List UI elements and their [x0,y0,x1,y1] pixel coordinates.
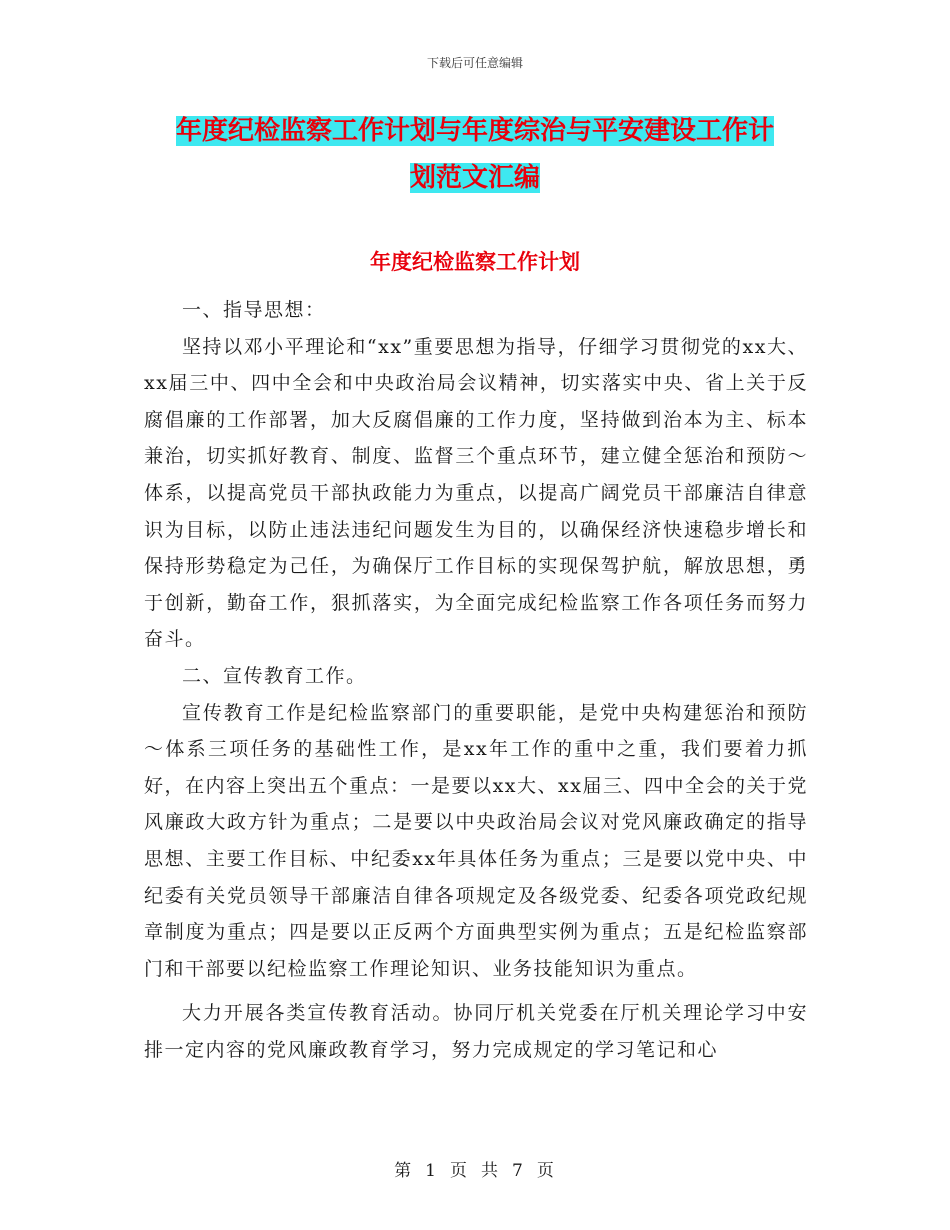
document-title-line-1: 年度纪检监察工作计划与年度综治与平安建设工作计 [175,116,774,146]
page-label-mid1: 页 [450,1161,469,1181]
document-title [142,108,808,202]
page-label-mid2: 共 [481,1161,500,1181]
page-current: 1 [425,1161,438,1181]
document-body [144,292,808,1068]
section-title: 年度纪检监察工作计划 [370,249,580,274]
paragraph: 坚持以邓小平理论和“xx”重要思想为指导，仔细学习贯彻党的xx大、xx届三中、四中全会和中央政治局会议精神，切实落实中央、省上关于反腐倡廉的工作部署，加大反腐倡廉的工作力度，坚持做到治本为主、标本兼治，切实抓好教育、制度、监督三个重点环节，建立健全惩治和预防～体系，以提高党员干部执政能力为重点，以提高广阔党员干部廉洁自律意识为目标，以防止违法违纪问题发生为目的，以确保经济快速稳步增长和保持形势稳定为己任，为确保厅工作目标的实现保驾护航，解放思想，勇于创新，勤奋工作，狠抓落实，为全面完成纪检监察工作各项任务而努力奋斗。 [144,335,808,651]
paragraph: 大力开展各类宣传教育活动。协同厅机关党委在厅机关理论学习中安排一定内容的党风廉政教育学习，努力完成规定的学习笔记和心 [144,1002,808,1061]
page-label-prefix: 第 [394,1161,414,1181]
paragraph: 宣传教育工作是纪检监察部门的重要职能，是党中央构建惩治和预防～体系三项任务的基础性工作，是xx年工作的重中之重，我们要着力抓好，在内容上突出五个重点：一是要以xx大、xx届三、四中全会的关于党风廉政大政方针为重点；二是要以中央政治局会议对党风廉政确定的指导思想、主要工作目标、中纪委xx年具体任务为重点；三是要以党中央、中纪委有关党员领导干部廉洁自律各项规定及各级党委、纪委各项党政纪规章制度为重点；四是要以正反两个方面典型实例为重点；五是纪检监察部门和干部要以纪检监察工作理论知识、业务技能知识为重点。 [144,701,808,980]
paragraph-heading-2: 二、宣传教育工作。 [182,664,367,687]
page-total: 7 [512,1161,525,1181]
page-label-suffix: 页 [536,1161,556,1181]
header-note: 下载后可任意编辑 [426,56,523,70]
page-footer [0,1156,950,1181]
document-title-line-2: 划范文汇编 [409,163,540,193]
paragraph-heading-1: 一、指导思想： [182,299,326,321]
